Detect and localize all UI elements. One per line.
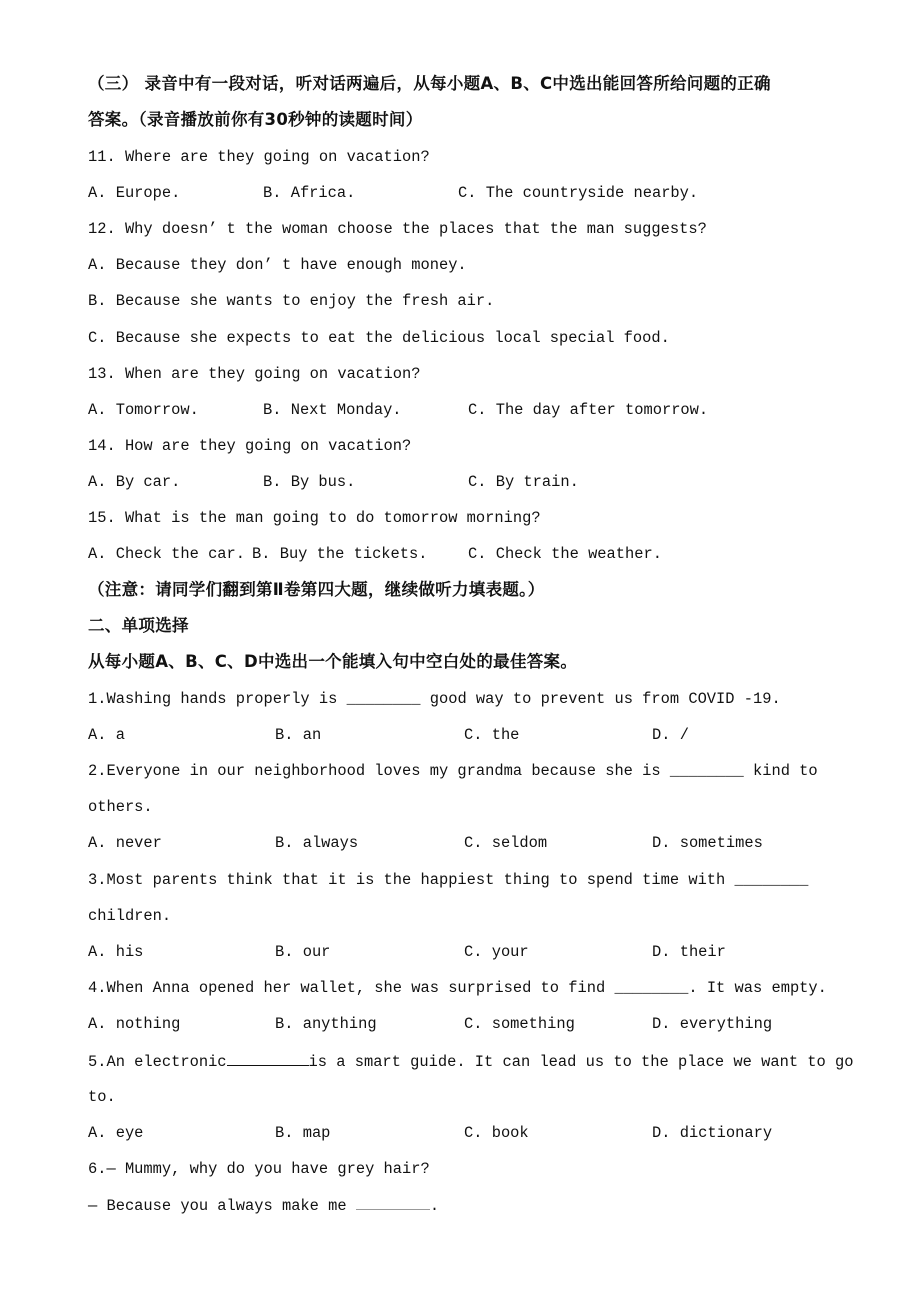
options-row (88, 182, 848, 204)
option-a: A. nothing (88, 1015, 181, 1033)
options-row (88, 399, 848, 421)
option-c: C. Check the weather. (468, 545, 662, 563)
option-a: A. By car. (88, 473, 181, 491)
stem-text: good way to prevent us from COVID -19. (420, 690, 781, 708)
option-a: A. eye (88, 1124, 144, 1142)
answer-blank: ________ (734, 871, 809, 889)
options-row (88, 471, 848, 493)
section-heading-cont: 答案。（录音播放前你有30秒钟的读题时间） (88, 110, 423, 129)
option-c: C. your (464, 943, 529, 961)
question-stem: 6.— Mummy, why do you have grey hair? (88, 1160, 430, 1178)
option-a: A. a (88, 726, 125, 744)
answer-blank: ________ (346, 690, 421, 708)
option-a: A. Tomorrow. (88, 401, 199, 419)
option-b: B. anything (275, 1015, 377, 1033)
option-b: B. Africa. (263, 184, 356, 202)
options-row (88, 1122, 848, 1144)
question-stem: 12. Why doesn’ t the woman choose the places that the man suggests? (88, 220, 707, 238)
options-row (88, 543, 848, 565)
option-d: D. their (652, 943, 726, 961)
option-c: C. book (464, 1124, 529, 1142)
question-stem (88, 869, 808, 891)
options-row (88, 832, 848, 854)
stem-text: . (429, 1197, 440, 1215)
stem-text: . It was empty. (688, 979, 827, 997)
options-row (88, 1013, 848, 1035)
option-c: C. By train. (468, 473, 579, 491)
section-instruction: 从每小题A、B、C、D中选出一个能填入句中空白处的最佳答案。 (88, 652, 578, 671)
option-a: A. his (88, 943, 144, 961)
stem-text: 2.Everyone in our neighborhood loves my grandma because she is (88, 762, 670, 780)
answer-blank (227, 1050, 309, 1066)
question-stem (88, 760, 818, 782)
question-stem-cont: to. (88, 1088, 116, 1106)
question-stem: 11. Where are they going on vacation? (88, 148, 430, 166)
question-stem (88, 977, 827, 999)
option-d: D. dictionary (652, 1124, 773, 1142)
option-a: A. never (88, 834, 162, 852)
stem-text: 3.Most parents think that it is the happiest thing to spend time with (88, 871, 735, 889)
option-c: C. something (464, 1015, 575, 1033)
option-a: A. Check the car. (88, 545, 246, 563)
option-c: C. The countryside nearby. (458, 184, 699, 202)
section-heading: （三） 录音中有一段对话，听对话两遍后，从每小题A、B、C中选出能回答所给问题的正确 (88, 74, 771, 93)
option-d: D. sometimes (652, 834, 763, 852)
option-d: D. everything (652, 1015, 773, 1033)
stem-text: 4.When Anna opened her wallet, she was surprised to find (88, 979, 615, 997)
stem-text: 1.Washing hands properly is (88, 690, 347, 708)
option-a: A. Because they don’ t have enough money. (88, 256, 467, 274)
question-stem: 15. What is the man going to do tomorrow morning? (88, 509, 541, 527)
question-stem-cont: children. (88, 907, 172, 925)
options-row (88, 941, 848, 963)
option-a: A. Europe. (88, 184, 181, 202)
option-b: B. Next Monday. (263, 401, 402, 419)
question-stem: 14. How are they going on vacation? (88, 437, 412, 455)
stem-text: kind to (743, 762, 818, 780)
question-stem-cont: others. (88, 798, 153, 816)
option-c: C. The day after tomorrow. (468, 401, 709, 419)
option-c: C. seldom (464, 834, 548, 852)
options-row (88, 724, 848, 746)
option-b: B. Because she wants to enjoy the fresh air. (88, 292, 495, 310)
question-stem (88, 688, 781, 710)
question-stem: 13. When are they going on vacation? (88, 365, 421, 383)
option-b: B. map (275, 1124, 331, 1142)
answer-blank (356, 1194, 430, 1210)
option-b: B. always (275, 834, 359, 852)
option-d: D. / (652, 726, 689, 744)
stem-text: is a smart guide. It can lead us to the place we want to go (308, 1053, 854, 1071)
option-b: B. our (275, 943, 331, 961)
option-b: B. By bus. (263, 473, 356, 491)
stem-text: — Because you always make me (88, 1197, 356, 1215)
option-c: C. the (464, 726, 520, 744)
option-b: B. an (275, 726, 322, 744)
option-c: C. Because she expects to eat the delicious local special food. (88, 329, 670, 347)
stem-text: 5.An electronic (88, 1053, 227, 1071)
answer-blank: ________ (614, 979, 689, 997)
answer-blank: ________ (669, 762, 744, 780)
question-stem (88, 1050, 853, 1072)
section-title: 二、单项选择 (88, 616, 189, 635)
note: （注意：请同学们翻到第Ⅱ卷第四大题，继续做听力填表题。） (88, 580, 545, 599)
question-stem-cont (88, 1194, 439, 1216)
option-b: B. Buy the tickets. (252, 545, 428, 563)
